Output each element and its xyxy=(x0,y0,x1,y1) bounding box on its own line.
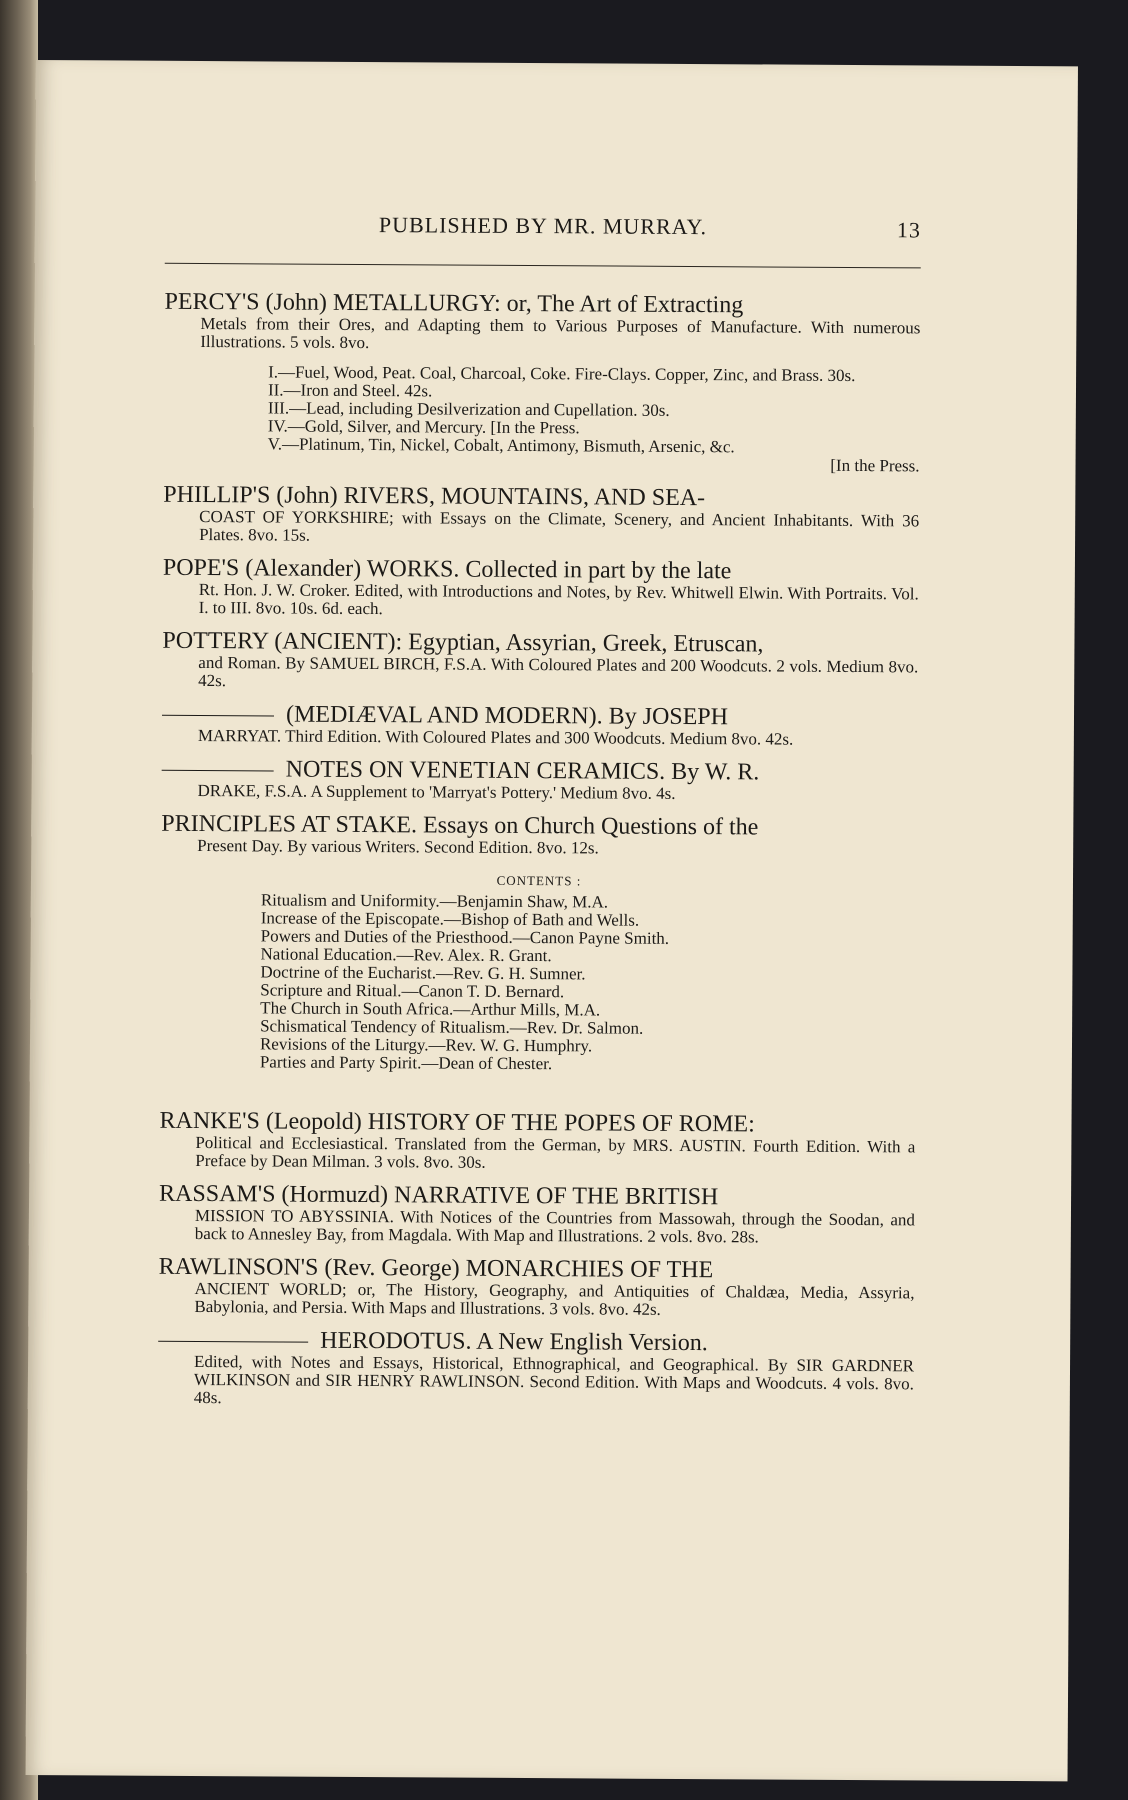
volume-item: II.—Iron and Steel. 42s. xyxy=(267,380,433,401)
entry-phillip xyxy=(163,483,919,549)
entry-heading-text: HERODOTUS. A New English Version. xyxy=(320,1327,708,1357)
entry-principles xyxy=(160,812,918,1076)
entry-heading: POTTERY (ANCIENT): Egyptian, Assyrian, Greek, Etruscan, xyxy=(162,627,764,658)
contents-list xyxy=(160,891,917,1076)
entry-description: Metals from their Ores, and Adapting them to Various Purposes of Manufacture. With numerous Illustrations. 5 vols. 8vo. xyxy=(200,314,921,353)
volume-item: IV.—Gold, Silver, and Mercury. [In the Press. xyxy=(267,416,580,438)
page-number: 13 xyxy=(896,217,922,243)
entry-heading: PERCY'S (John) METALLURGY: or, The Art of Extracting xyxy=(164,288,744,319)
entry-heading: PHILLIP'S (John) RIVERS, MOUNTAINS, AND SEA- xyxy=(163,481,706,512)
entry-ranke xyxy=(159,1109,915,1175)
book-page xyxy=(26,60,1078,1781)
entry-heading: RANKE'S (Leopold) HISTORY OF THE POPES OF ROME: xyxy=(159,1107,755,1138)
entry-description: COAST OF YORKSHIRE; with Essays on the Climate, Scenery, and Ancient Inhabitants. With 36 Plates. 8vo. 15s. xyxy=(199,507,920,545)
volume-item: V.—Platinum, Tin, Nickel, Cobalt, Antimony, Bismuth, Arsenic, &c. xyxy=(267,434,735,457)
running-title: PUBLISHED BY MR. MURRAY. xyxy=(378,212,708,240)
entry-heading: PRINCIPLES AT STAKE. Essays on Church Questions of the xyxy=(161,810,759,841)
entry-description: Edited, with Notes and Essays, Historical, Ethnographical, and Geographical. By SIR GARDNER WILKINSON and SIR HENRY RAWLINSON. Second Edition. With Maps and Woodcuts. 4 vols. 8vo. 48s. xyxy=(193,1351,915,1408)
contents-item: Increase of the Episcopate.—Bishop of Bath and Wells. xyxy=(260,908,640,930)
entry-rawlinson xyxy=(158,1255,914,1321)
contents-item: Scripture and Ritual.—Canon T. D. Bernard. xyxy=(260,980,565,1002)
entry-description: Present Day. By various Writers. Second Edition. 8vo. 12s. xyxy=(197,835,599,858)
contents-item: Powers and Duties of the Priesthood.—Canon Payne Smith. xyxy=(260,926,670,948)
contents-item: National Education.—Rev. Alex. R. Grant. xyxy=(260,944,552,966)
entry-pope xyxy=(163,556,919,622)
entry-description: Rt. Hon. J. W. Croker. Edited, with Introductions and Notes, by Rev. Whitwell Elwin. With Portraits. Vol. I. to III. 8vo. 10s. 6d. each. xyxy=(198,580,919,619)
entry-heading-text: (MEDIÆVAL AND MODERN). By JOSEPH xyxy=(285,701,729,731)
page-content xyxy=(158,211,921,1424)
running-head xyxy=(165,211,921,256)
contents-item: Ritualism and Uniformity.—Benjamin Shaw, M.A. xyxy=(260,890,609,912)
entry-heading: POPE'S (Alexander) WORKS. Collected in part by the late xyxy=(162,554,732,585)
entry-description: and Roman. By SAMUEL BIRCH, F.S.A. With Coloured Plates and 200 Woodcuts. 2 vols. Medium 8vo. 42s. xyxy=(198,653,919,691)
header-rule xyxy=(165,263,921,269)
volume-item: I.—Fuel, Wood, Peat. Coal, Charcoal, Coke. Fire-Clays. Copper, Zinc, and Brass. 30s. xyxy=(268,362,856,386)
contents-item: Schismatical Tendency of Ritualism.—Rev. Dr. Salmon. xyxy=(260,1016,644,1038)
volume-note: [In the Press. xyxy=(830,455,920,476)
ditto-dash xyxy=(158,1341,308,1343)
ditto-dash xyxy=(162,770,274,772)
entry-pottery xyxy=(162,629,918,695)
contents-item: Doctrine of the Eucharist.—Rev. G. H. Sumner. xyxy=(260,962,586,984)
contents-item: Revisions of the Liturgy.—Rev. W. G. Humphry. xyxy=(259,1034,593,1056)
entry-heading: RAWLINSON'S (Rev. George) MONARCHIES OF THE xyxy=(158,1253,714,1284)
entry-description: ANCIENT WORLD; or, The History, Geography, and Antiquities of Chaldæa, Media, Assyria, Babylonia, and Persia. With Maps and Illustrations. 3 vols. 8vo. 42s. xyxy=(194,1278,915,1319)
entry-heading-text: NOTES ON VENETIAN CERAMICS. By W. R. xyxy=(285,756,760,786)
ditto-dash xyxy=(162,715,274,717)
contents-title: CONTENTS : xyxy=(496,872,582,889)
entry-venetian-ceramics xyxy=(161,757,917,805)
volume-item: III.—Lead, including Desilverization and Cupellation. 30s. xyxy=(267,398,670,420)
entry-description: MISSION TO ABYSSINIA. With Notices of the Countries from Massowah, through the Soodan, and back to Annesley Bay, from Magdala. With Map and Illustrations. 2 vols. 8vo. 28s. xyxy=(194,1205,915,1247)
entry-description: DRAKE, F.S.A. A Supplement to 'Marryat's Pottery.' Medium 8vo. 4s. xyxy=(197,781,676,803)
entry-description: Political and Ecclesiastical. Translated from the German, by MRS. AUSTIN. Fourth Edition. With a Preface by Dean Milman. 3 vols. 8vo. 30s. xyxy=(195,1132,916,1172)
contents-item: The Church in South Africa.—Arthur Mills, M.A. xyxy=(260,998,601,1020)
volume-list xyxy=(163,363,920,476)
entry-percy xyxy=(163,290,920,476)
entry-description: MARRYAT. Third Edition. With Coloured Plates and 300 Woodcuts. Medium 8vo. 42s. xyxy=(197,726,794,749)
entry-heading: RASSAM'S (Hormuzd) NARRATIVE OF THE BRITISH xyxy=(158,1180,719,1211)
entry-herodotus xyxy=(158,1328,914,1412)
entry-rassam xyxy=(159,1182,915,1248)
contents-item: Parties and Party Spirit.—Dean of Chester. xyxy=(259,1052,553,1074)
entry-medieval-pottery xyxy=(162,702,918,750)
